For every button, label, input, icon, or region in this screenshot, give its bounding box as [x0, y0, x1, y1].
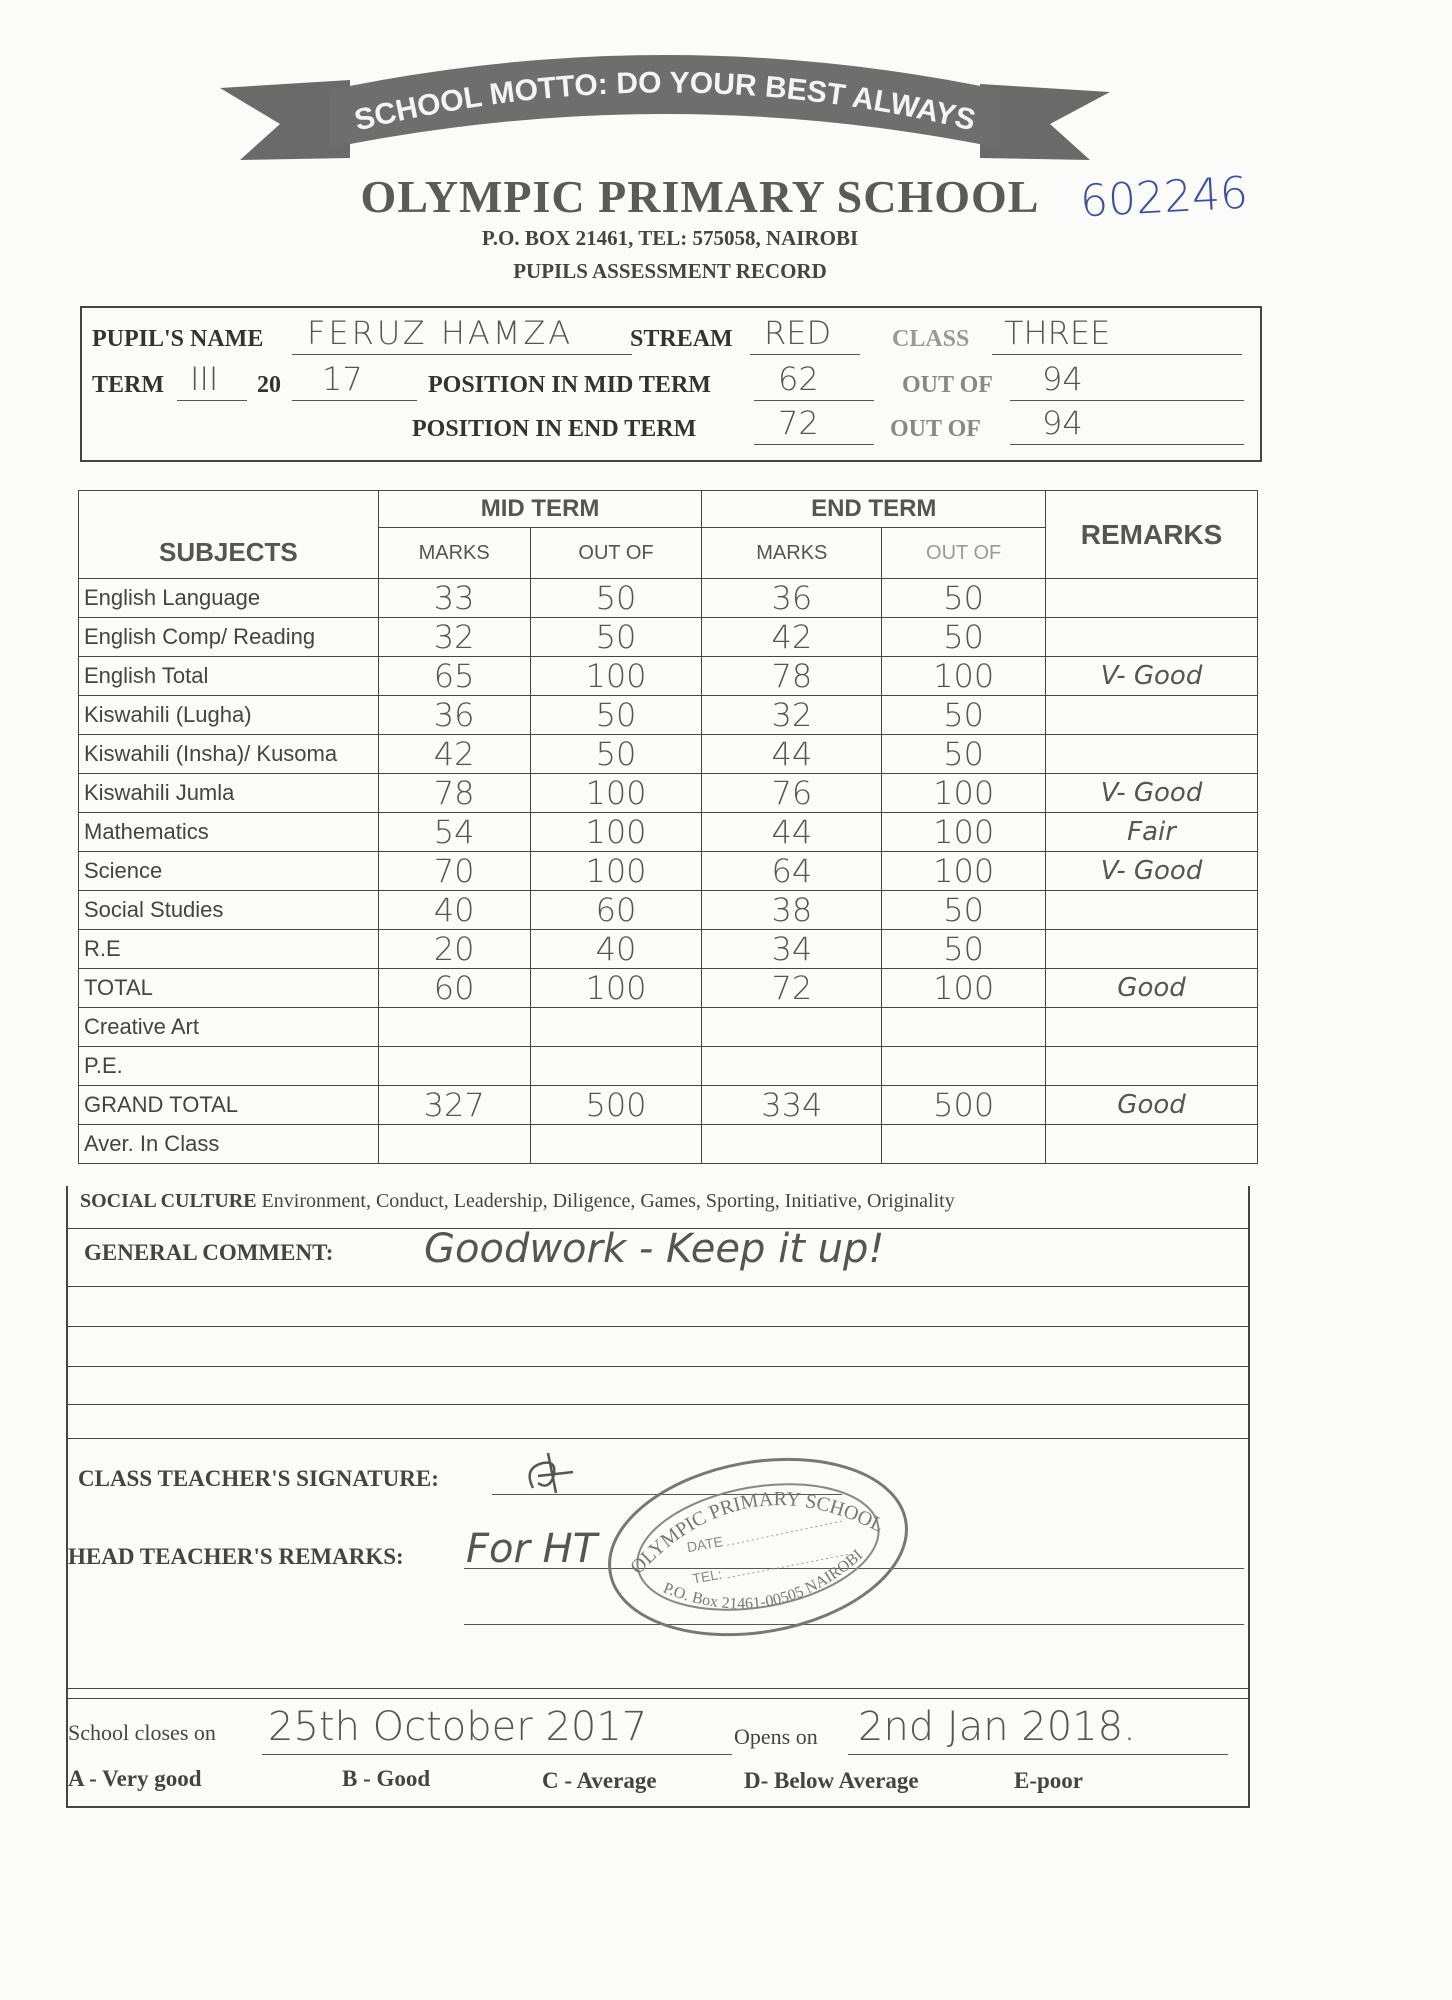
- stream-label: STREAM: [630, 326, 733, 352]
- end-marks-header: MARKS: [702, 528, 882, 579]
- table-row: [79, 774, 1258, 813]
- mid-out-of-cell: 100: [530, 657, 702, 696]
- end-out-of-cell: 50: [882, 618, 1046, 657]
- grade-key-b: B - Good: [342, 1766, 431, 1791]
- subject-cell: Social Studies: [79, 891, 379, 930]
- pupil-name-value: FERUZ HAMZA: [307, 314, 574, 352]
- mid-out-of-header: OUT OF: [530, 528, 702, 579]
- head-teacher-remarks-value: For HT: [466, 1526, 598, 1572]
- mid-out-of-label: OUT OF: [902, 372, 993, 398]
- head-teacher-remarks-label: HEAD TEACHER'S REMARKS:: [68, 1544, 404, 1569]
- general-comment-value: Goodwork - Keep it up!: [424, 1226, 885, 1272]
- table-row: [79, 579, 1258, 618]
- remark-cell: [1046, 696, 1258, 735]
- end-out-of-cell: [882, 1047, 1046, 1086]
- end-marks-cell: 34: [702, 930, 882, 969]
- subject-cell: Kiswahili (Insha)/ Kusoma: [79, 735, 379, 774]
- end-marks-cell: [702, 1125, 882, 1164]
- end-out-of-cell: [882, 1125, 1046, 1164]
- year-value: 17: [322, 360, 363, 398]
- school-name: OLYMPIC PRIMARY SCHOOL: [360, 171, 1040, 222]
- grade-key-a: A - Very good: [68, 1766, 202, 1791]
- mid-marks-cell: 36: [378, 696, 530, 735]
- remark-cell: Good: [1046, 969, 1258, 1008]
- mid-out-of-cell: 100: [530, 774, 702, 813]
- end-out-of-cell: 50: [882, 930, 1046, 969]
- end-marks-cell: 78: [702, 657, 882, 696]
- school-address: P.O. BOX 21461, TEL: 575058, NAIROBI: [481, 226, 859, 250]
- end-out-of-label: OUT OF: [890, 416, 981, 442]
- end-out-of-header: OUT OF: [882, 528, 1046, 579]
- end-marks-cell: 72: [702, 969, 882, 1008]
- pupil-name-label: PUPIL'S NAME: [92, 326, 264, 352]
- end-out-of-cell: 50: [882, 735, 1046, 774]
- table-row: [79, 1047, 1258, 1086]
- mid-out-of-cell: 50: [530, 618, 702, 657]
- end-out-of-cell: [882, 1008, 1046, 1047]
- mid-out-of-cell: 100: [530, 969, 702, 1008]
- remarks-header: REMARKS: [1046, 491, 1258, 579]
- stream-value: RED: [764, 314, 832, 352]
- class-teacher-signature-label: CLASS TEACHER'S SIGNATURE:: [78, 1466, 439, 1491]
- opens-on-label: Opens on: [734, 1724, 818, 1749]
- remark-cell: [1046, 735, 1258, 774]
- end-marks-cell: 44: [702, 735, 882, 774]
- subject-cell: Creative Art: [79, 1008, 379, 1047]
- subject-cell: English Language: [79, 579, 379, 618]
- remark-cell: [1046, 891, 1258, 930]
- teacher-signature-mark: [518, 1448, 588, 1498]
- social-culture-row: [80, 1190, 955, 1213]
- opens-on-date: 2nd Jan 2018.: [858, 1704, 1136, 1750]
- end-out-of-cell: 50: [882, 891, 1046, 930]
- mid-marks-cell: 60: [378, 969, 530, 1008]
- mid-marks-cell: 40: [378, 891, 530, 930]
- subject-cell: P.E.: [79, 1047, 379, 1086]
- end-out-of-cell: 50: [882, 579, 1046, 618]
- subject-cell: Aver. In Class: [79, 1125, 379, 1164]
- table-row: [79, 1086, 1258, 1125]
- mid-out-of-cell: 50: [530, 696, 702, 735]
- mid-out-of-cell: 100: [530, 852, 702, 891]
- end-position-value: 72: [778, 404, 819, 442]
- mid-out-of-cell: 100: [530, 813, 702, 852]
- subjects-header: SUBJECTS: [79, 528, 379, 579]
- mid-marks-cell: 70: [378, 852, 530, 891]
- subject-cell: GRAND TOTAL: [79, 1086, 379, 1125]
- remark-cell: V- Good: [1046, 774, 1258, 813]
- mid-marks-header: MARKS: [378, 528, 530, 579]
- end-marks-cell: 334: [702, 1086, 882, 1125]
- end-marks-cell: [702, 1047, 882, 1086]
- grade-key-e: E-poor: [1014, 1768, 1083, 1793]
- mid-out-of-cell: [530, 1008, 702, 1047]
- remark-cell: V- Good: [1046, 852, 1258, 891]
- end-out-of-cell: 500: [882, 1086, 1046, 1125]
- mid-out-of-cell: 60: [530, 891, 702, 930]
- mid-marks-cell: [378, 1047, 530, 1086]
- remark-cell: [1046, 579, 1258, 618]
- mid-marks-cell: 65: [378, 657, 530, 696]
- end-position-label: POSITION IN END TERM: [412, 416, 697, 442]
- subject-cell: Science: [79, 852, 379, 891]
- remark-cell: Good: [1046, 1086, 1258, 1125]
- mid-marks-cell: 78: [378, 774, 530, 813]
- mid-out-of-cell: 50: [530, 579, 702, 618]
- social-culture-items: Environment, Conduct, Leadership, Diligence, Games, Sporting, Initiative, Originality: [261, 1190, 955, 1212]
- mid-marks-cell: 54: [378, 813, 530, 852]
- table-row: [79, 735, 1258, 774]
- mid-marks-cell: [378, 1125, 530, 1164]
- mid-out-of-cell: 500: [530, 1086, 702, 1125]
- reference-number: 602246: [1078, 167, 1250, 228]
- mid-marks-cell: [378, 1008, 530, 1047]
- end-out-of-cell: 100: [882, 969, 1046, 1008]
- end-marks-cell: 36: [702, 579, 882, 618]
- mid-out-of-cell: 50: [530, 735, 702, 774]
- term-value: III: [190, 360, 219, 398]
- table-row: [79, 618, 1258, 657]
- end-marks-cell: [702, 1008, 882, 1047]
- remark-cell: [1046, 1125, 1258, 1164]
- end-out-of-value: 94: [1042, 404, 1083, 442]
- record-title: PUPILS ASSESSMENT RECORD: [513, 259, 827, 283]
- end-marks-cell: 76: [702, 774, 882, 813]
- blank-header-cell: [79, 491, 379, 528]
- table-row: [79, 696, 1258, 735]
- end-out-of-cell: 50: [882, 696, 1046, 735]
- pupil-info-box: [80, 306, 1262, 462]
- stamp-top-text: OLYMPIC PRIMARY SCHOOL: [626, 1488, 888, 1579]
- table-row: [79, 813, 1258, 852]
- class-label: CLASS: [892, 326, 970, 352]
- remark-cell: V- Good: [1046, 657, 1258, 696]
- remark-cell: [1046, 1008, 1258, 1047]
- stamp-tel-label: TEL:: [691, 1565, 724, 1587]
- mid-position-value: 62: [778, 360, 819, 398]
- table-row: [79, 969, 1258, 1008]
- remark-cell: [1046, 930, 1258, 969]
- mid-marks-cell: 20: [378, 930, 530, 969]
- school-closes-label: School closes on: [68, 1720, 216, 1745]
- table-row: [79, 852, 1258, 891]
- subject-cell: English Total: [79, 657, 379, 696]
- end-marks-cell: 38: [702, 891, 882, 930]
- mid-out-of-cell: 40: [530, 930, 702, 969]
- class-value: THREE: [1004, 314, 1111, 352]
- table-row: [79, 1125, 1258, 1164]
- table-row: [79, 891, 1258, 930]
- motto-text: SCHOOL MOTTO: DO YOUR BEST ALWAYS: [351, 66, 979, 138]
- subject-cell: Kiswahili Jumla: [79, 774, 379, 813]
- table-row: [79, 930, 1258, 969]
- subject-cell: Mathematics: [79, 813, 379, 852]
- mid-out-of-cell: [530, 1125, 702, 1164]
- year-prefix: 20: [257, 372, 281, 398]
- marks-table: [78, 490, 1258, 1164]
- motto-banner: [210, 40, 1120, 170]
- mid-position-label: POSITION IN MID TERM: [428, 372, 711, 398]
- end-out-of-cell: 100: [882, 657, 1046, 696]
- grade-key-d: D- Below Average: [744, 1768, 919, 1793]
- end-marks-cell: 64: [702, 852, 882, 891]
- remark-cell: [1046, 1047, 1258, 1086]
- mid-term-header: MID TERM: [378, 491, 702, 528]
- subject-cell: TOTAL: [79, 969, 379, 1008]
- table-row: [79, 657, 1258, 696]
- table-row: [79, 1008, 1258, 1047]
- subject-cell: English Comp/ Reading: [79, 618, 379, 657]
- term-label: TERM: [92, 372, 164, 398]
- grade-key-c: C - Average: [542, 1768, 657, 1793]
- end-term-header: END TERM: [702, 491, 1046, 528]
- mid-marks-cell: 32: [378, 618, 530, 657]
- mid-marks-cell: 42: [378, 735, 530, 774]
- school-closes-date: 25th October 2017: [268, 1704, 648, 1750]
- subject-cell: R.E: [79, 930, 379, 969]
- remark-cell: Fair: [1046, 813, 1258, 852]
- end-out-of-cell: 100: [882, 852, 1046, 891]
- stamp-date-label: DATE: [685, 1533, 725, 1556]
- end-marks-cell: 32: [702, 696, 882, 735]
- social-culture-label: SOCIAL CULTURE: [80, 1190, 257, 1212]
- mid-out-of-value: 94: [1042, 360, 1083, 398]
- mid-out-of-cell: [530, 1047, 702, 1086]
- end-out-of-cell: 100: [882, 774, 1046, 813]
- end-out-of-cell: 100: [882, 813, 1046, 852]
- remark-cell: [1046, 618, 1258, 657]
- subject-cell: Kiswahili (Lugha): [79, 696, 379, 735]
- general-comment-label: GENERAL COMMENT:: [84, 1240, 334, 1265]
- end-marks-cell: 44: [702, 813, 882, 852]
- stamp-bottom-text: P.O. Box 21461-00505 NAIROBI: [660, 1546, 866, 1613]
- mid-marks-cell: 327: [378, 1086, 530, 1125]
- mid-marks-cell: 33: [378, 579, 530, 618]
- end-marks-cell: 42: [702, 618, 882, 657]
